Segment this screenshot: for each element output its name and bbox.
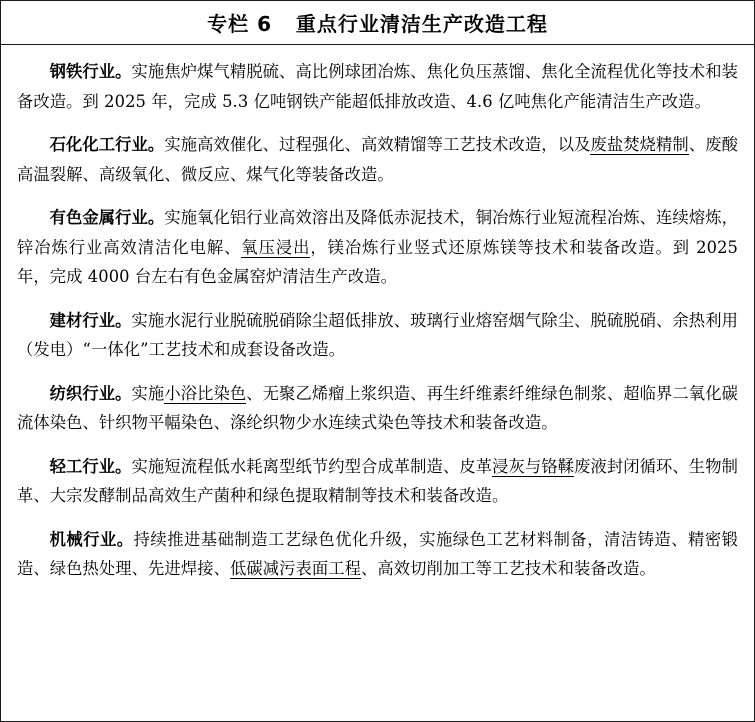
paragraph-lead-light-industry: 轻工行业。 [49,456,132,476]
underlined-term-textile: 小浴比染色 [164,383,247,403]
panel-content [1,45,754,721]
underlined-term-petrochemical: 废盐焚烧精制 [590,135,689,154]
paragraph-body-light-industry-post: 废液封闭循环、生物制革、大宗发酵制品高效生产菌种和绿色提取精制等技术和装备改造。 [17,456,738,505]
paragraph-body-building-materials: 实施水泥行业脱硫脱硝除尘超低排放、玻璃行业熔窑烟气除尘、脱硫脱硝、余热利用（发电）“一体化”工艺技术和成套设备改造。 [17,310,738,359]
paragraph-body-machinery-pre: 持续推进基础制造工艺绿色优化升级，实施绿色工艺材料制备，清洁铸造、精密锻造、绿色热处理、先进焊接、 [17,529,738,578]
paragraph-lead-machinery: 机械行业。 [49,529,134,549]
underlined-term-nonferrous: 氧压浸出 [241,237,311,257]
panel-title: 专栏 6 重点行业清洁生产改造工程 [207,12,548,36]
paragraph-nonferrous [17,203,738,292]
paragraph-body-nonferrous-pre: 实施氧化铝行业高效溶出及降低赤泥技术，铜冶炼行业短流程冶炼、连续熔炼，锌冶炼行业高效清洁化电解、 [17,208,738,257]
paragraph-body-petrochemical-pre: 实施高效催化、过程强化、高效精馏等工艺技术改造，以及 [164,135,591,154]
panel-title-bar [1,1,754,45]
paragraph-lead-building-materials: 建材行业。 [49,310,132,330]
paragraph-machinery [17,525,738,584]
paragraph-body-textile-post: 、无聚乙烯瘤上浆织造、再生纤维素纤维绿色制浆、超临界二氧化碳流体染色、针织物平幅染色、涤纶织物少水连续式染色等技术和装备改造。 [17,383,738,432]
paragraph-body-machinery-post: 、高效切削加工等工艺技术和装备改造。 [361,559,656,578]
underlined-term-light-industry: 浸灰与铬鞣 [492,456,575,476]
paragraph-lead-textile: 纺织行业。 [49,383,132,403]
paragraph-petrochemical [17,130,738,189]
underlined-term-machinery: 低碳减污表面工程 [229,559,362,578]
paragraph-lead-nonferrous: 有色金属行业。 [49,208,165,227]
paragraph-textile [17,379,738,438]
paragraph-body-steel: 实施焦炉煤气精脱硫、高比例球团冶炼、焦化负压蒸馏、焦化全流程优化等技术和装备改造。到 2025 年，完成 5.3 亿吨钢铁产能超低排放改造、4.6 亿吨焦化产能清洁生产改造。 [17,62,738,111]
paragraph-body-textile-pre: 实施 [131,383,165,403]
paragraph-body-light-industry-pre: 实施短流程低水耗离型纸节约型合成革制造、皮革 [131,456,493,476]
paragraph-body-nonferrous-post: ，镁冶炼行业竖式还原炼镁等技术和装备改造。到 2025 年，完成 4000 台左右有色金属窑炉清洁生产改造。 [17,237,738,286]
paragraph-building-materials [17,306,738,365]
paragraph-steel [17,57,738,116]
paragraph-body-petrochemical-post: 、废酸高温裂解、高级氧化、微反应、煤气化等装备改造。 [17,135,738,184]
paragraph-lead-petrochemical: 石化化工行业。 [49,135,165,154]
paragraph-lead-steel: 钢铁行业。 [49,62,132,81]
paragraph-light-industry [17,452,738,511]
